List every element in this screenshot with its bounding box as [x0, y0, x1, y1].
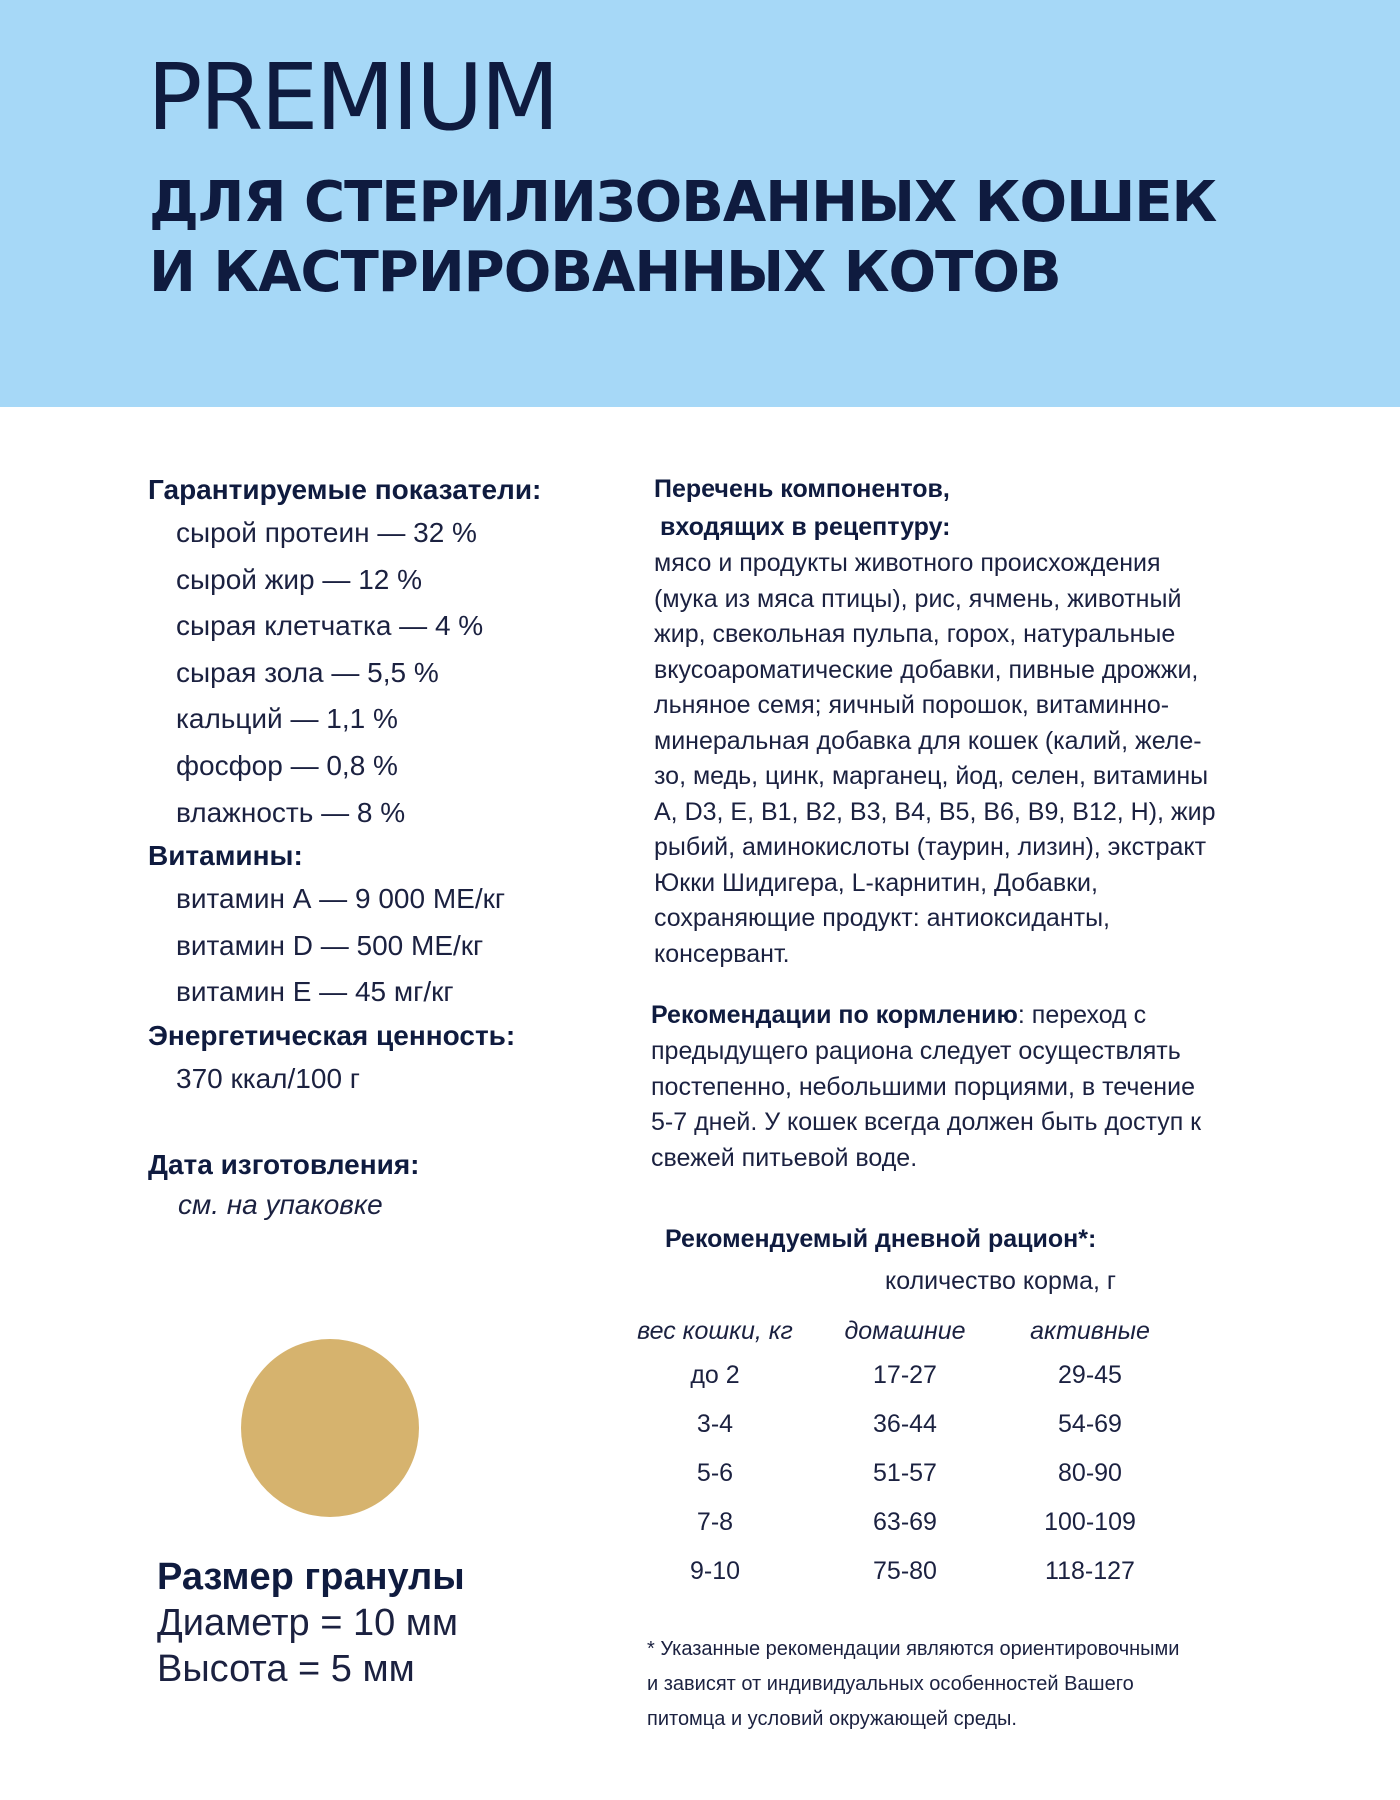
footnote	[647, 1632, 1179, 1737]
table-header-row	[620, 1311, 1180, 1351]
guaranteed-item: кальций — 1,1 %	[176, 703, 398, 735]
table-cell: 63-69	[873, 1508, 937, 1536]
vitamins-list	[148, 876, 668, 1016]
product-subtitle	[149, 168, 1216, 308]
brand-title: PREMIUM	[147, 44, 557, 151]
table-cell: 17-27	[873, 1361, 937, 1389]
ingredients-line: мясо и продукты животного происхождения	[654, 549, 1161, 577]
guaranteed-heading: Гарантируемые показатели:	[148, 474, 542, 505]
table-cell: до 2	[690, 1361, 740, 1389]
ingredients-line: минеральная добавка для кошек (калий, желе-	[654, 726, 1202, 755]
vitamin-item: витамин Е — 45 мг/кг	[176, 976, 454, 1008]
feeding-label: Рекомендации по кормлению	[651, 1001, 1018, 1029]
column-header-active: активные	[1030, 1316, 1150, 1345]
ingredients-text	[654, 546, 1294, 972]
table-cell: 75-80	[873, 1557, 937, 1585]
ration-subheader: количество корма, г	[885, 1267, 1116, 1295]
table-cell: 36-44	[873, 1410, 937, 1438]
energy-heading: Энергетическая ценность:	[148, 1019, 516, 1051]
granule-size-block	[157, 1554, 465, 1692]
feeding-line	[651, 998, 1311, 1034]
table-cell: 80-90	[1058, 1459, 1122, 1487]
feeding-line: постепенно, небольшими порциями, в течение	[651, 1072, 1195, 1101]
feeding-line: 5-7 дней. У кошек всегда должен быть доступ к	[651, 1108, 1202, 1137]
table-row	[620, 1351, 1180, 1400]
granule-diameter: Диаметр = 10 мм	[157, 1602, 459, 1644]
manufacture-value: см. на упаковке	[178, 1188, 383, 1220]
table-row	[620, 1400, 1180, 1449]
vitamins-heading: Витамины:	[148, 840, 303, 872]
table-row	[620, 1449, 1180, 1498]
ingredients-line: консервант.	[654, 939, 790, 968]
granule-title: Размер гранулы	[157, 1556, 465, 1598]
ingredients-line: вкусоароматические добавки, пивные дрожжи,	[654, 655, 1199, 684]
guaranteed-item: сырой протеин — 32 %	[176, 517, 477, 548]
nutrition-column	[148, 470, 668, 1225]
table-cell: 7-8	[696, 1508, 734, 1536]
table-row	[620, 1498, 1180, 1547]
energy-value: 370 ккал/100 г	[176, 1062, 361, 1094]
feeding-line: свежей питьевой воде.	[651, 1144, 918, 1173]
footnote-line: и зависят от индивидуальных особенностей Вашего	[647, 1673, 1134, 1695]
ingredients-line: рыбий, аминокислоты (таурин, лизин), экстракт	[654, 833, 1207, 861]
ingredients-line: Юкки Шидигера, L-карнитин, Добавки,	[654, 868, 1098, 897]
footnote-line: питомца и условий окружающей среды.	[647, 1708, 1017, 1730]
header-banner	[0, 0, 1400, 407]
ingredients-line: жир, свекольная пульпа, горох, натуральные	[654, 620, 1176, 648]
granule-illustration	[241, 1339, 419, 1517]
guaranteed-item: сырой жир — 12 %	[176, 563, 423, 595]
column-header-weight: вес кошки, кг	[637, 1316, 793, 1345]
manufacture-heading: Дата изготовления:	[148, 1148, 420, 1180]
table-cell: 9-10	[689, 1557, 741, 1585]
ration-table	[620, 1311, 1180, 1596]
ingredients-line: сохраняющие продукт: антиоксиданты,	[654, 904, 1111, 932]
guaranteed-item: влажность — 8 %	[176, 796, 406, 828]
table-cell: 29-45	[1058, 1361, 1122, 1389]
table-row	[620, 1547, 1180, 1596]
vitamin-item: витамин А — 9 000 МЕ/кг	[176, 883, 506, 915]
vitamin-item: витамин D — 500 МЕ/кг	[176, 929, 484, 961]
ingredients-block	[654, 470, 1294, 972]
table-cell: 5-6	[696, 1459, 734, 1487]
table-cell: 3-4	[696, 1410, 734, 1438]
ration-title: Рекомендуемый дневной рацион*:	[665, 1225, 1097, 1253]
ingredients-heading-2: входящих в рецептуру:	[660, 513, 951, 541]
guaranteed-item: сырая клетчатка — 4 %	[176, 610, 484, 642]
table-cell: 51-57	[873, 1459, 937, 1487]
guaranteed-item: фосфор — 0,8 %	[176, 749, 398, 781]
feeding-line-1-rest: : переход с	[1017, 1001, 1147, 1029]
ingredients-line: А, D3, Е, В1, В2, В3, В4, В5, В6, В9, В12, Н), жир	[654, 797, 1216, 826]
subtitle-line-1: ДЛЯ СТЕРИЛИЗОВАННЫХ КОШЕК	[149, 170, 1217, 235]
column-header-home: домашние	[844, 1316, 966, 1345]
guaranteed-item: сырая зола — 5,5 %	[176, 656, 439, 688]
footnote-line: * Указанные рекомендации являются ориентировочными	[647, 1638, 1180, 1660]
ingredients-heading-1: Перечень компонентов,	[654, 475, 950, 503]
ingredients-line: льняное семя; яичный порошок, витаминно-	[654, 691, 1170, 719]
feeding-line: предыдущего рациона следует осуществлять	[651, 1036, 1181, 1065]
table-cell: 100-109	[1044, 1508, 1136, 1536]
ingredients-line: зо, медь, цинк, марганец, йод, селен, витамины	[654, 762, 1209, 790]
ingredients-line: (мука из мяса птицы), рис, ячмень, животный	[654, 584, 1182, 613]
guaranteed-list	[148, 510, 668, 836]
subtitle-line-2: И КАСТРИРОВАННЫХ КОТОВ	[149, 240, 1061, 305]
feeding-recommendations	[651, 998, 1311, 1177]
table-cell: 54-69	[1058, 1410, 1122, 1438]
granule-height: Высота = 5 мм	[157, 1648, 415, 1690]
table-cell: 118-127	[1045, 1557, 1135, 1585]
